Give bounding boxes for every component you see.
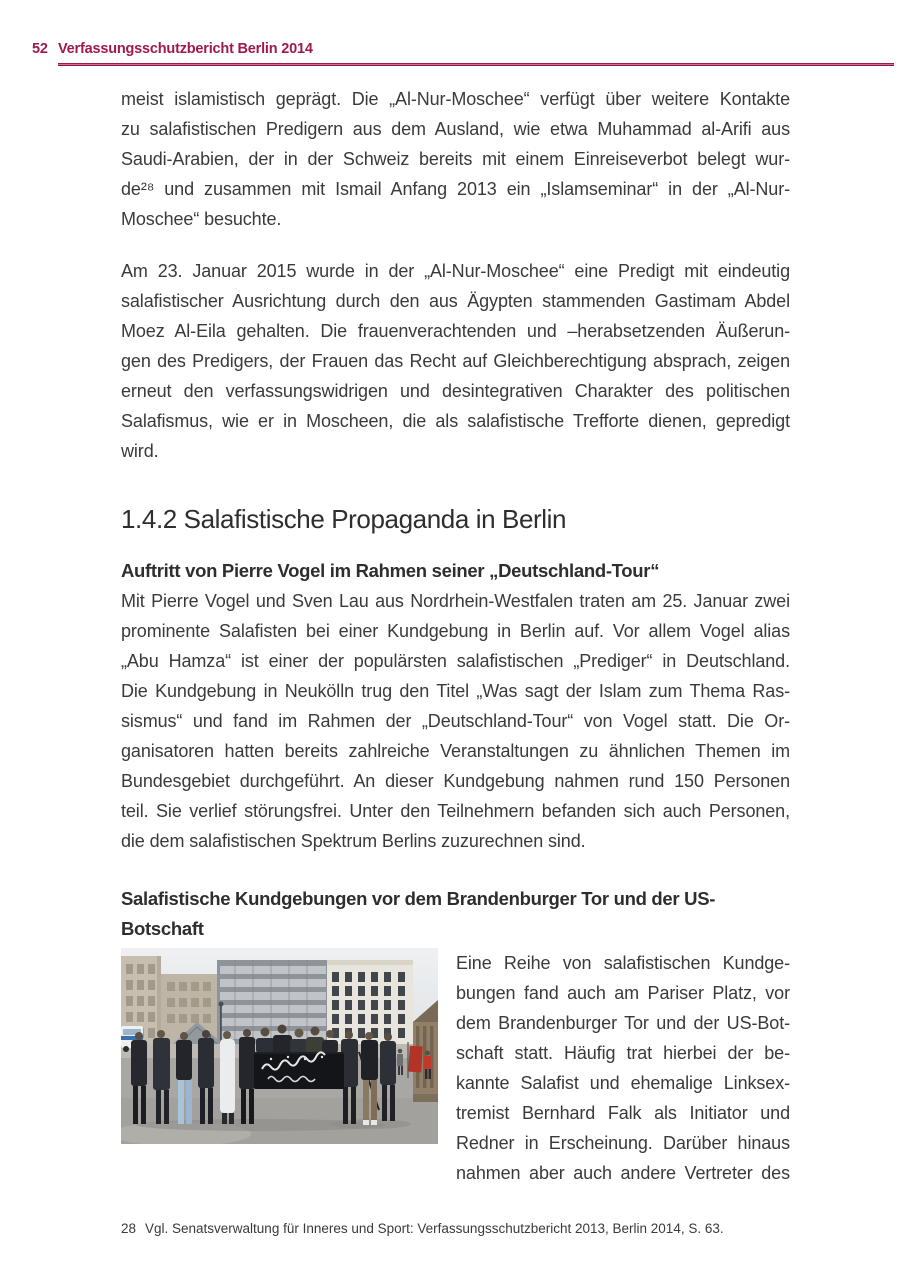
- text-line: Die Kundgebung in Neukölln trug den Titel „Was sagt der Islam zum Thema Ras-: [121, 681, 790, 701]
- paragraph-pariser-platz: [456, 948, 790, 1188]
- text-line: ganisatoren hatten bereits zahlreiche Veranstaltungen zu ähnlichen Themen im: [121, 741, 790, 761]
- paragraph-al-nur-kontakte: [121, 84, 790, 234]
- page-content: [121, 84, 790, 1237]
- figure-row: [121, 948, 790, 1188]
- text-line: Saudi-Arabien, der in der Schweiz bereits mit einem Einreiseverbot belegt wur-: [121, 149, 790, 169]
- text-line: Am 23. Januar 2015 wurde in der „Al-Nur-Moschee“ eine Predigt mit eindeutig: [121, 261, 790, 281]
- text-line: bungen fand auch am Pariser Platz, vor: [456, 983, 790, 1003]
- text-line: erneut den verfassungswidrigen und desintegrativen Charakter des politischen: [121, 381, 790, 401]
- text-line: prominente Salafisten bei einer Kundgebung in Berlin auf. Vor allem Vogel alias: [121, 621, 790, 641]
- text-line: teil. Sie verlief störungsfrei. Unter den Teilnehmern befanden sich auch Personen,: [121, 801, 790, 821]
- text-line: Mit Pierre Vogel und Sven Lau aus Nordrhein-Westfalen traten am 25. Januar zwei: [121, 591, 790, 611]
- text-line: Eine Reihe von salafistischen Kundge-: [456, 953, 790, 973]
- text-line: Bundesgebiet durchgeführt. An dieser Kundgebung nahmen rund 150 Personen: [121, 771, 790, 791]
- text-line: die dem salafistischen Spektrum Berlins zuzurechnen sind.: [121, 831, 586, 851]
- footnote-text: Vgl. Senatsverwaltung für Inneres und Sport: Verfassungsschutzbericht 2013, Berlin 2014, S. 63.: [145, 1221, 724, 1236]
- paragraph-kundgebung-neukoelln: [121, 586, 790, 856]
- subheading-pierre-vogel: Auftritt von Pierre Vogel im Rahmen seiner „Deutschland-Tour“: [121, 560, 660, 581]
- text-line: dem Brandenburger Tor und der US-Bot-: [456, 1013, 790, 1033]
- paragraph-predigt-januar: [121, 256, 790, 466]
- report-title: Verfassungsschutzbericht Berlin 2014: [58, 41, 313, 57]
- header-rule: [58, 63, 894, 66]
- photo-black-banner: [254, 1052, 344, 1089]
- text-line: nahmen aber auch andere Vertreter des: [456, 1163, 790, 1183]
- text-line: kannte Salafist und ehemalige Linksex-: [456, 1073, 790, 1093]
- text-line: Moschee“ besuchte.: [121, 209, 282, 229]
- subheading-brandenburger-tor: Salafistische Kundgebungen vor dem Brandenburger Tor und der US-Botschaft: [121, 888, 716, 939]
- text-line: salafistischer Ausrichtung durch den aus Ägypten stammenden Gastimam Abdel: [121, 291, 790, 311]
- text-line: gen des Predigers, der Frauen das Recht auf Gleichberechtigung absprach, zeigen: [121, 351, 790, 371]
- text-line: zu salafistischen Predigern aus dem Ausland, wie etwa Muhammad al-Arifi aus: [121, 119, 790, 139]
- page-number: 52: [32, 41, 48, 57]
- text-line: wird.: [121, 441, 159, 461]
- text-line: Redner in Erscheinung. Darüber hinaus: [456, 1133, 790, 1153]
- text-line: sismus“ und fand im Rahmen der „Deutschland-Tour“ von Vogel statt. Die Or-: [121, 711, 790, 731]
- text-line: tremist Bernhard Falk als Initiator und: [456, 1103, 790, 1123]
- text-line: meist islamistisch geprägt. Die „Al-Nur-Moschee“ verfügt über weitere Kontakte: [121, 89, 790, 109]
- photo-demonstration-pariser-platz: [121, 948, 438, 1144]
- photo-illustration: [121, 948, 438, 1144]
- footnote: [121, 1220, 790, 1237]
- text-line: schaft statt. Häufig trat hierbei der be-: [456, 1043, 790, 1063]
- text-line: Moez Al-Eila gehalten. Die frauenverachtenden und –herabsetzenden Äußerun-: [121, 321, 790, 341]
- footnote-number: 28: [121, 1221, 137, 1236]
- section-heading: 1.4.2 Salafistische Propaganda in Berlin: [121, 504, 567, 534]
- text-line: Salafismus, wie er in Moscheen, die als salafistische Trefforte dienen, gepredigt: [121, 411, 790, 431]
- text-line: de²⁸ und zusammen mit Ismail Anfang 2013 ein „Islamseminar“ in der „Al-Nur-: [121, 179, 790, 199]
- text-line: „Abu Hamza“ ist einer der populärsten salafistischen „Prediger“ in Deutschland.: [121, 651, 790, 671]
